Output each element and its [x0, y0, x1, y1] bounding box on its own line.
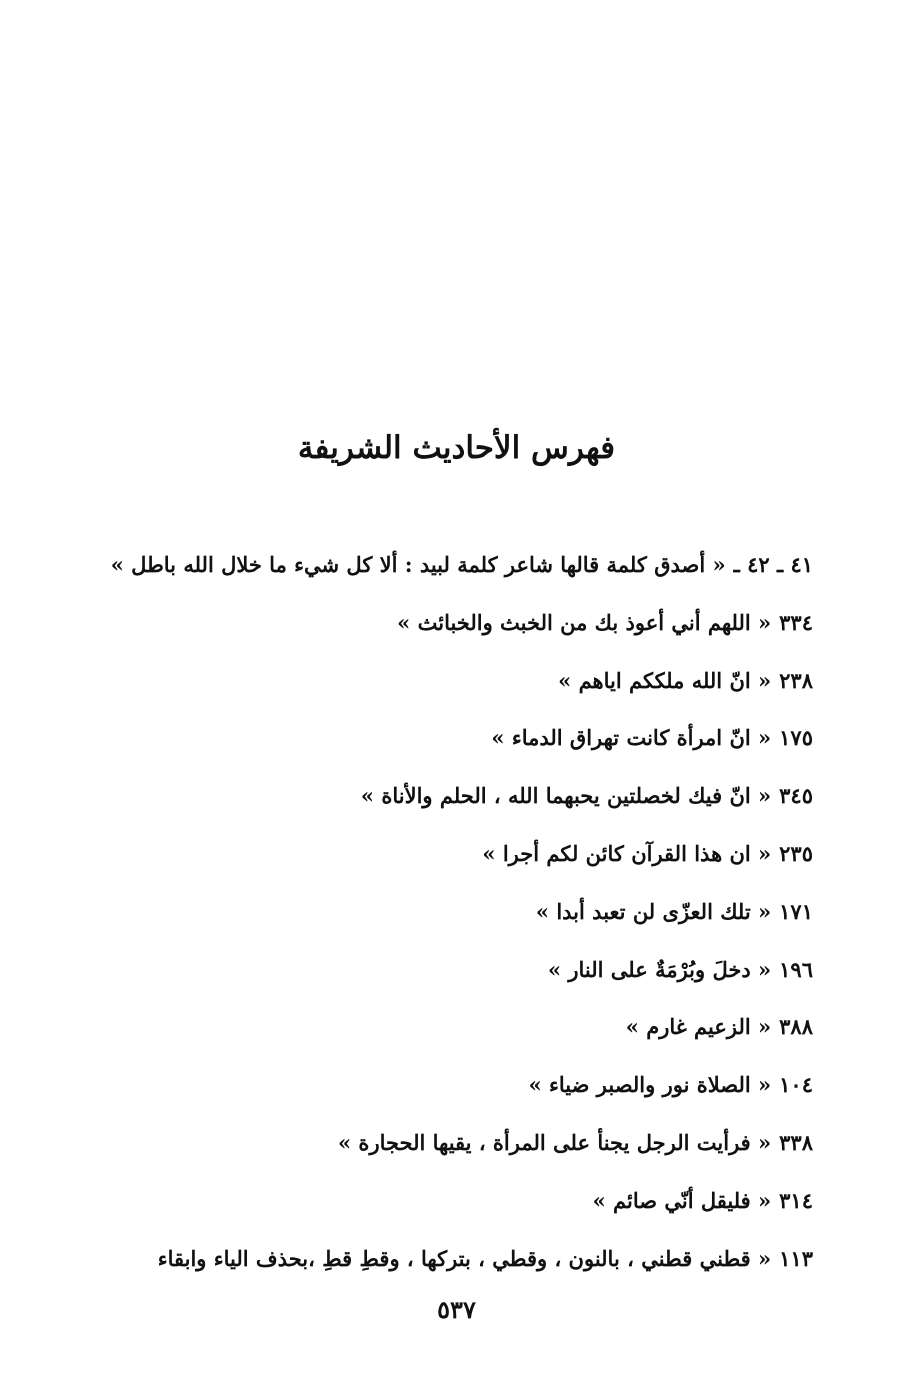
- entry-page-ref: ٣٨٨: [779, 1014, 813, 1040]
- index-entry: [98, 1118, 813, 1176]
- index-entry: [98, 656, 813, 714]
- entry-page-ref: ١٧٥: [779, 725, 813, 751]
- entry-text: « تلك العزّى لن تعبد أبدا »: [535, 898, 772, 924]
- entry-page-ref: ١٠٤: [779, 1072, 813, 1098]
- index-entry: [98, 1234, 813, 1292]
- index-entry: [98, 1060, 813, 1118]
- entry-text: « انّ الله ملككم اياهم »: [558, 667, 772, 693]
- index-entry: [98, 1176, 813, 1234]
- index-entry: [98, 598, 813, 656]
- entry-page-ref: ٢٣٥: [779, 840, 813, 866]
- entry-text: « الصلاة نور والصبر ضياء »: [528, 1072, 772, 1098]
- entry-text: « الزعيم غارم »: [625, 1014, 772, 1040]
- entry-text: « ان هذا القرآن كائن لكم أجرا »: [482, 840, 772, 866]
- entry-text: « انّ امرأة كانت تهراق الدماء »: [491, 725, 772, 751]
- entry-page-ref: ٣١٤: [779, 1187, 813, 1213]
- entry-page-ref: ١١٣: [779, 1245, 813, 1271]
- entry-text: « أصدق كلمة قالها شاعر كلمة لبيد : ألا كل شيء ما خلال الله باطل »: [110, 552, 726, 577]
- index-entry: [98, 713, 813, 771]
- entry-text: « فليقل أنّي صائم »: [592, 1187, 772, 1213]
- entry-page-ref: ٣٤٥: [779, 783, 813, 809]
- entry-page-ref: ٣٣٤: [779, 609, 813, 635]
- index-entry: [98, 829, 813, 887]
- entry-page-ref: ٣٣٨: [779, 1129, 813, 1155]
- entry-text: « قطني قطني ، بالنون ، وقطي ، بتركها ، وقطِ قطِ ،بحذف الياء وابقاء: [157, 1245, 772, 1271]
- entry-text: « دخلَ وبُرْمَةٌ على النار »: [547, 956, 772, 982]
- entry-page-ref: ١٩٦: [779, 956, 813, 982]
- entry-text: « اللهم أني أعوذ بك من الخبث والخبائث »: [397, 609, 772, 635]
- entry-page-ref: ٤١ ـ ٤٢ ـ: [733, 552, 813, 577]
- entry-text: « انّ فيك لخصلتين يحبهما الله ، الحلم والأناة »: [360, 783, 772, 809]
- hadith-index-list: [98, 540, 813, 1291]
- page-number: ٥٣٧: [437, 1295, 476, 1324]
- index-entry: [98, 540, 813, 598]
- entry-text: « فرأيت الرجل يجنأ على المرأة ، يقيها الحجارة »: [338, 1129, 772, 1155]
- index-entry: [98, 1002, 813, 1060]
- entry-page-ref: ٢٣٨: [779, 667, 813, 693]
- page-title: فهرس الأحاديث الشريفة: [297, 430, 616, 466]
- entry-page-ref: ١٧١: [779, 898, 813, 924]
- index-entry: [98, 771, 813, 829]
- index-entry: [98, 887, 813, 945]
- index-entry: [98, 945, 813, 1003]
